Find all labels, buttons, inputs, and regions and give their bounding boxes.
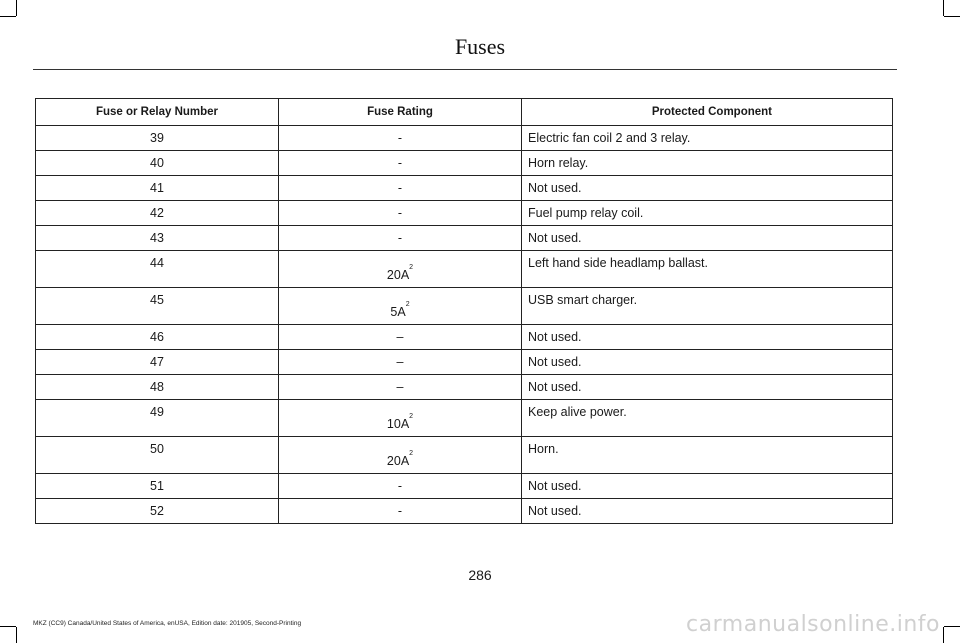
fuse-rating-cell — [279, 126, 522, 151]
table-row — [36, 325, 893, 350]
table-row — [36, 350, 893, 375]
protected-component-cell: Not used. — [522, 176, 893, 201]
column-header-component: Protected Component — [522, 99, 893, 126]
watermark: carmanualsonline.info — [686, 612, 940, 637]
table-row — [36, 226, 893, 251]
fuse-rating-value: – — [396, 380, 404, 394]
fuse-rating-cell — [279, 499, 522, 524]
fuse-number-cell: 41 — [36, 176, 279, 201]
crop-mark — [943, 0, 944, 16]
protected-component-cell: Not used. — [522, 325, 893, 350]
title-divider — [33, 69, 897, 70]
protected-component-cell: Horn. — [522, 437, 893, 474]
table-row — [36, 400, 893, 437]
fuse-rating-value: - — [397, 231, 403, 245]
fuse-rating-cell — [279, 375, 522, 400]
crop-mark — [16, 627, 17, 643]
fuse-number-cell: 52 — [36, 499, 279, 524]
protected-component-cell: Fuel pump relay coil. — [522, 201, 893, 226]
protected-component-cell: Keep alive power. — [522, 400, 893, 437]
fuse-number-cell: 45 — [36, 288, 279, 325]
fuse-number-cell: 51 — [36, 474, 279, 499]
fuse-rating-value: 20A — [386, 268, 410, 282]
footnote-marker: 2 — [409, 264, 414, 271]
protected-component-cell: Not used. — [522, 226, 893, 251]
fuse-rating-cell — [279, 325, 522, 350]
fuse-rating-cell — [279, 201, 522, 226]
column-header-number: Fuse or Relay Number — [36, 99, 279, 126]
fuse-number-cell: 39 — [36, 126, 279, 151]
protected-component-cell: Not used. — [522, 474, 893, 499]
protected-component-cell: Not used. — [522, 499, 893, 524]
footnote-marker: 2 — [405, 301, 410, 308]
protected-component-cell: USB smart charger. — [522, 288, 893, 325]
table-row — [36, 474, 893, 499]
table-body — [36, 126, 893, 524]
fuse-number-cell: 48 — [36, 375, 279, 400]
fuse-number-cell: 43 — [36, 226, 279, 251]
fuse-number-cell: 47 — [36, 350, 279, 375]
table-row — [36, 375, 893, 400]
crop-mark — [0, 16, 16, 17]
fuse-rating-value: 5A — [390, 305, 406, 319]
fuse-rating-value: - — [397, 504, 403, 518]
protected-component-cell: Left hand side headlamp ballast. — [522, 251, 893, 288]
fuse-rating-cell — [279, 437, 522, 474]
fuse-rating-value: - — [397, 206, 403, 220]
fuse-rating-cell — [279, 251, 522, 288]
table-row — [36, 437, 893, 474]
fuse-rating-cell — [279, 400, 522, 437]
fuse-rating-cell — [279, 288, 522, 325]
column-header-rating: Fuse Rating — [279, 99, 522, 126]
fuse-number-cell: 40 — [36, 151, 279, 176]
protected-component-cell: Not used. — [522, 350, 893, 375]
table-row — [36, 251, 893, 288]
protected-component-cell: Not used. — [522, 375, 893, 400]
table-row — [36, 151, 893, 176]
crop-mark — [944, 16, 960, 17]
fuse-rating-value: - — [397, 156, 403, 170]
fuse-rating-value: – — [396, 355, 404, 369]
table-header-row — [36, 99, 893, 126]
page-title: Fuses — [454, 34, 506, 59]
table-row — [36, 499, 893, 524]
protected-component-cell: Horn relay. — [522, 151, 893, 176]
protected-component-cell: Electric fan coil 2 and 3 relay. — [522, 126, 893, 151]
fuse-number-cell: 49 — [36, 400, 279, 437]
table-row — [36, 201, 893, 226]
fuse-number-cell: 46 — [36, 325, 279, 350]
footnote-marker: 2 — [409, 413, 414, 420]
fuse-rating-value: - — [397, 131, 403, 145]
table-row — [36, 126, 893, 151]
page-number: 286 — [468, 567, 492, 583]
fuse-rating-value: – — [396, 330, 404, 344]
table-row — [36, 176, 893, 201]
fuse-rating-cell — [279, 176, 522, 201]
fuse-rating-value: 10A — [386, 417, 410, 431]
crop-mark — [944, 626, 960, 627]
footnote-marker: 2 — [409, 450, 414, 457]
fuse-rating-cell — [279, 350, 522, 375]
table-row — [36, 288, 893, 325]
fuse-rating-cell — [279, 474, 522, 499]
fuse-rating-value: - — [397, 181, 403, 195]
crop-mark — [0, 626, 16, 627]
crop-mark — [16, 0, 17, 16]
fuse-number-cell: 50 — [36, 437, 279, 474]
fuse-rating-value: 20A — [386, 454, 410, 468]
edition-footer: MKZ (CC9) Canada/United States of America, enUSA, Edition date: 201905, Second-Printing — [33, 620, 302, 627]
fuse-number-cell: 44 — [36, 251, 279, 288]
fuse-rating-cell — [279, 151, 522, 176]
fuse-table — [35, 98, 893, 524]
crop-mark — [943, 627, 944, 643]
fuse-number-cell: 42 — [36, 201, 279, 226]
fuse-rating-value: - — [397, 479, 403, 493]
fuse-rating-cell — [279, 226, 522, 251]
